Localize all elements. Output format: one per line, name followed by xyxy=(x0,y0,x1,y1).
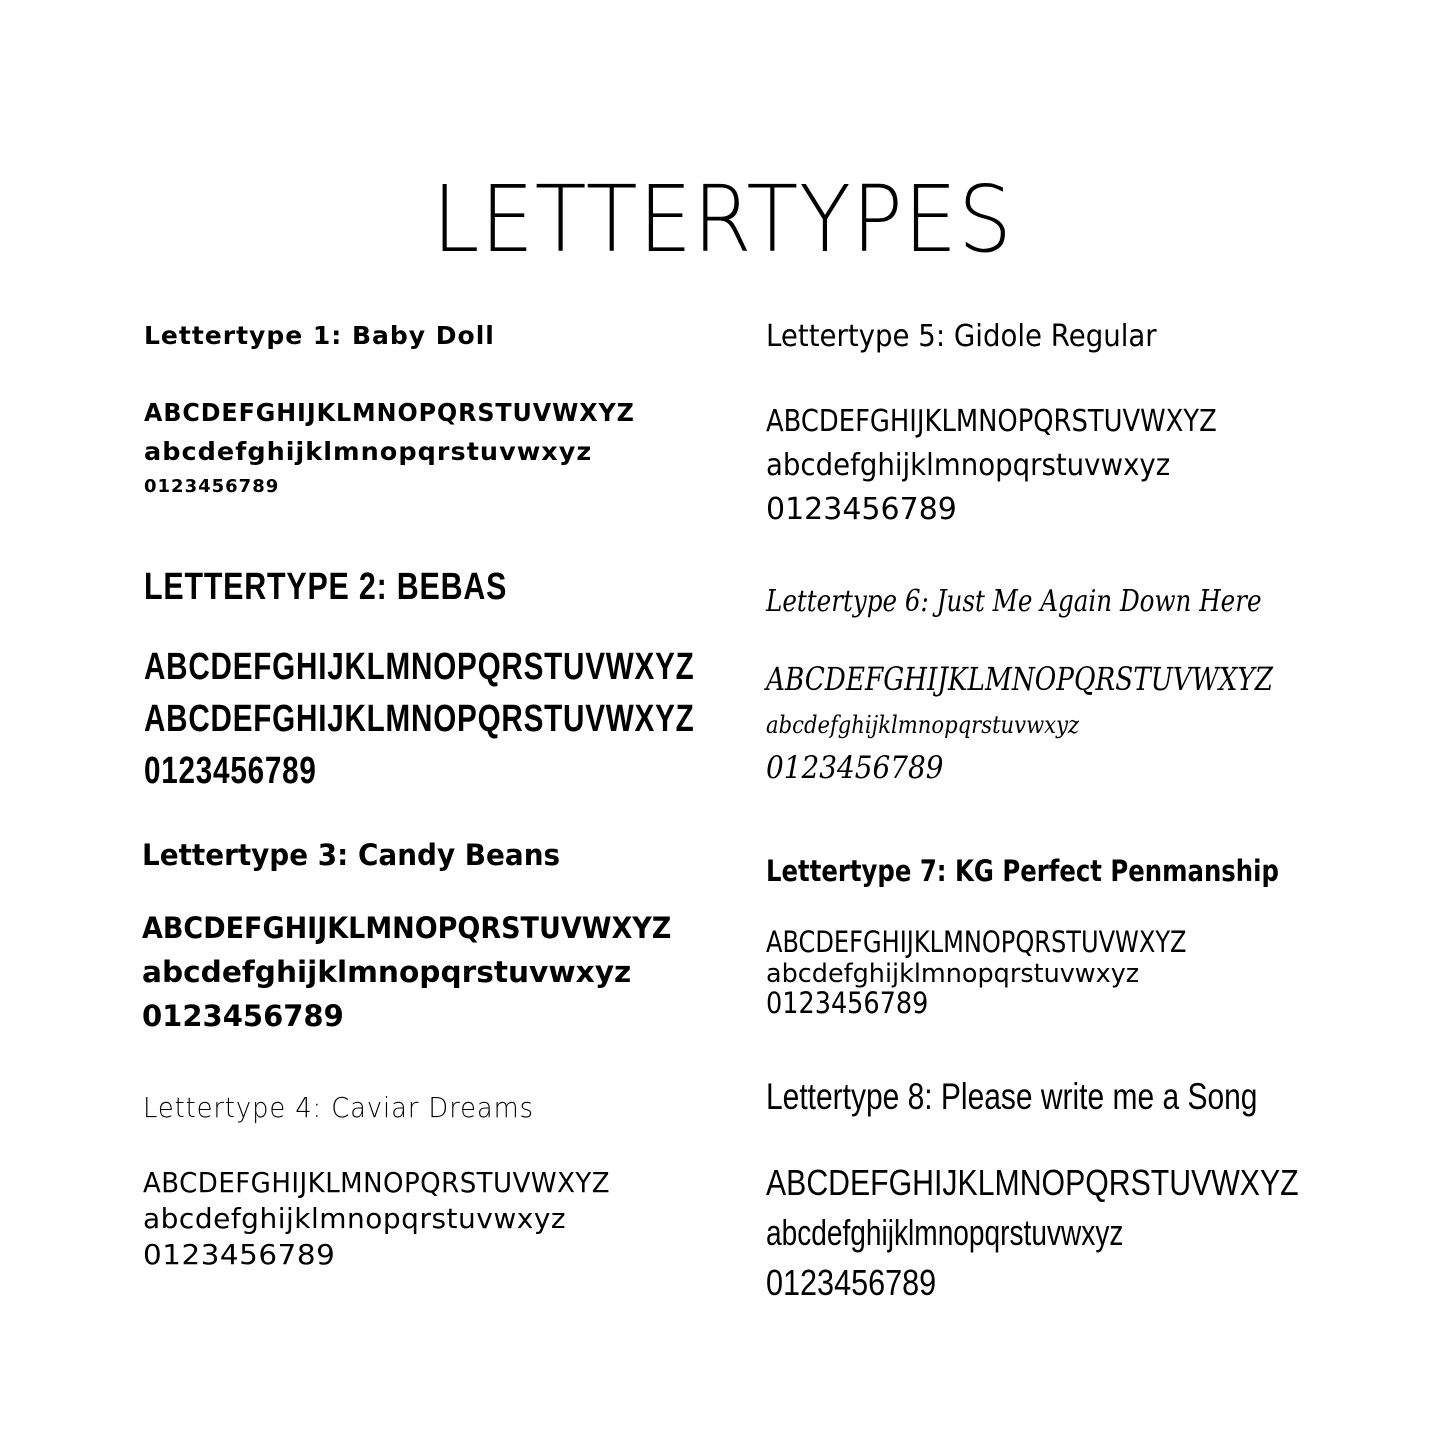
font-heading: Lettertype 7: KG Perfect Penmanship xyxy=(766,854,1279,888)
lowercase-sample: abcdefghijklmnopqrstuvwxyz xyxy=(766,1212,1124,1253)
digits-sample: 0123456789 xyxy=(766,986,929,1020)
lowercase-sample: ABCDEFGHIJKLMNOPQRSTUVWXYZ xyxy=(144,698,695,740)
uppercase-sample: ABCDEFGHIJKLMNOPQRSTUVWXYZ xyxy=(766,404,1217,439)
digits-sample: 0123456789 xyxy=(143,1238,336,1271)
uppercase-sample: ABCDEFGHIJKLMNOPQRSTUVWXYZ xyxy=(766,1162,1299,1203)
uppercase-sample: ABCDEFGHIJKLMNOPQRSTUVWXYZ xyxy=(766,660,1273,698)
lowercase-sample: abcdefghijklmnopqrstuvwxyz xyxy=(144,437,593,466)
lowercase-sample: abcdefghijklmnopqrstuvwxyz xyxy=(143,1202,567,1235)
font-sample-candy-beans xyxy=(142,838,711,1046)
digits-sample: 0123456789 xyxy=(766,1262,937,1303)
lowercase-sample: abcdefghijklmnopqrstuvwxyz xyxy=(766,711,1080,739)
page-title: LETTERTYPES xyxy=(432,165,1013,273)
font-sample-please-write-me-a-song xyxy=(766,1078,1400,1315)
uppercase-sample: ABCDEFGHIJKLMNOPQRSTUVWXYZ xyxy=(144,646,695,688)
font-heading: Lettertype 4: Caviar Dreams xyxy=(143,1091,534,1124)
font-sample-caviar-dreams xyxy=(143,1091,645,1277)
font-heading: Lettertype 3: Candy Beans xyxy=(142,838,561,872)
font-heading: LETTERTYPE 2: BEBAS xyxy=(144,566,508,608)
uppercase-sample: ABCDEFGHIJKLMNOPQRSTUVWXYZ xyxy=(144,398,635,427)
lowercase-sample: abcdefghijklmnopqrstuvwxyz xyxy=(766,448,1171,483)
digits-sample: 0123456789 xyxy=(144,476,280,497)
digits-sample: 0123456789 xyxy=(142,999,344,1033)
font-heading: Lettertype 1: Baby Doll xyxy=(144,321,495,350)
font-sample-kg-perfect-penmanship xyxy=(766,854,1377,1020)
font-sample-bebas xyxy=(144,568,850,804)
uppercase-sample: ABCDEFGHIJKLMNOPQRSTUVWXYZ xyxy=(766,925,1187,959)
font-heading: Lettertype 6: Just Me Again Down Here xyxy=(766,584,1262,619)
font-sample-gidole-regular xyxy=(766,319,1290,539)
digits-sample: 0123456789 xyxy=(144,750,317,792)
font-heading: Lettertype 5: Gidole Regular xyxy=(766,319,1157,354)
lowercase-sample: abcdefghijklmnopqrstuvwxyz xyxy=(142,955,632,989)
lowercase-sample: abcdefghijklmnopqrstuvwxyz xyxy=(766,959,1140,989)
font-sample-just-me-again-down-here xyxy=(766,584,1384,786)
font-sample-baby-doll xyxy=(144,323,661,496)
uppercase-sample: ABCDEFGHIJKLMNOPQRSTUVWXYZ xyxy=(143,1166,611,1199)
digits-sample: 0123456789 xyxy=(766,492,957,527)
digits-sample: 0123456789 xyxy=(766,750,944,786)
font-heading: Lettertype 8: Please write me a Song xyxy=(766,1076,1258,1117)
uppercase-sample: ABCDEFGHIJKLMNOPQRSTUVWXYZ xyxy=(142,911,672,945)
